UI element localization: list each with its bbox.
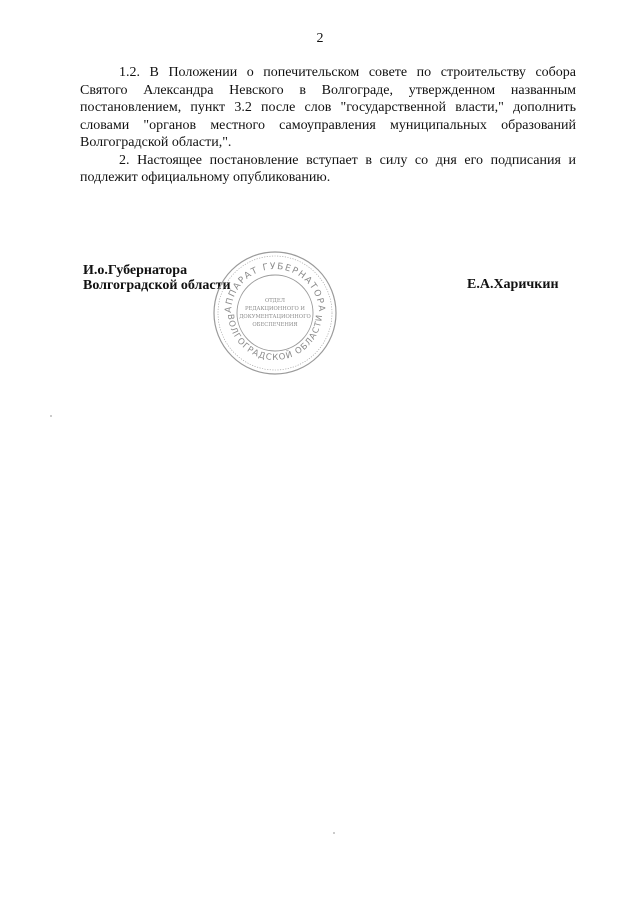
seal-center-line-4: ОБЕСПЕЧЕНИЯ — [252, 322, 298, 328]
seal-center-line-3: ДОКУМЕНТАЦИОННОГО — [239, 314, 311, 320]
signatory-position-line-2: Волгоградской области — [83, 278, 231, 293]
seal-icon — [211, 249, 339, 377]
svg-text:ВОЛГОГРАДСКОЙ ОБЛАСТИ — [225, 314, 325, 363]
scan-speck — [333, 832, 335, 834]
seal-center-line-2: РЕДАКЦИОННОГО И — [245, 306, 305, 312]
seal-ring-top-text: АППАРАТ ГУБЕРНАТОРА — [223, 261, 327, 314]
document-body — [80, 64, 576, 187]
seal-ring-bottom-text: ВОЛГОГРАДСКОЙ ОБЛАСТИ — [224, 313, 326, 364]
signatory-position — [83, 263, 231, 293]
scan-speck — [50, 415, 52, 417]
paragraph-1-2: 1.2. В Положении о попечительском совете по строительству собора Святого Александра Невского в Волгограде, утвержденном названным постановлением, пункт 3.2 после слов "государственной власти," дополнить словами "органов местного самоуправления муниципальных образований Волгоградской области,". — [80, 65, 576, 150]
page-number: 2 — [316, 31, 324, 46]
signatory-position-line-1: И.о.Губернатора — [83, 263, 188, 278]
paragraph-2: 2. Настоящее постановление вступает в силу со дня его подписания и подлежит официальному опубликованию. — [80, 152, 576, 185]
seal-center-line-1: ОТДЕЛ — [264, 298, 286, 304]
official-seal-stamp — [211, 249, 339, 377]
signatory-name: Е.А.Харичкин — [467, 277, 559, 292]
